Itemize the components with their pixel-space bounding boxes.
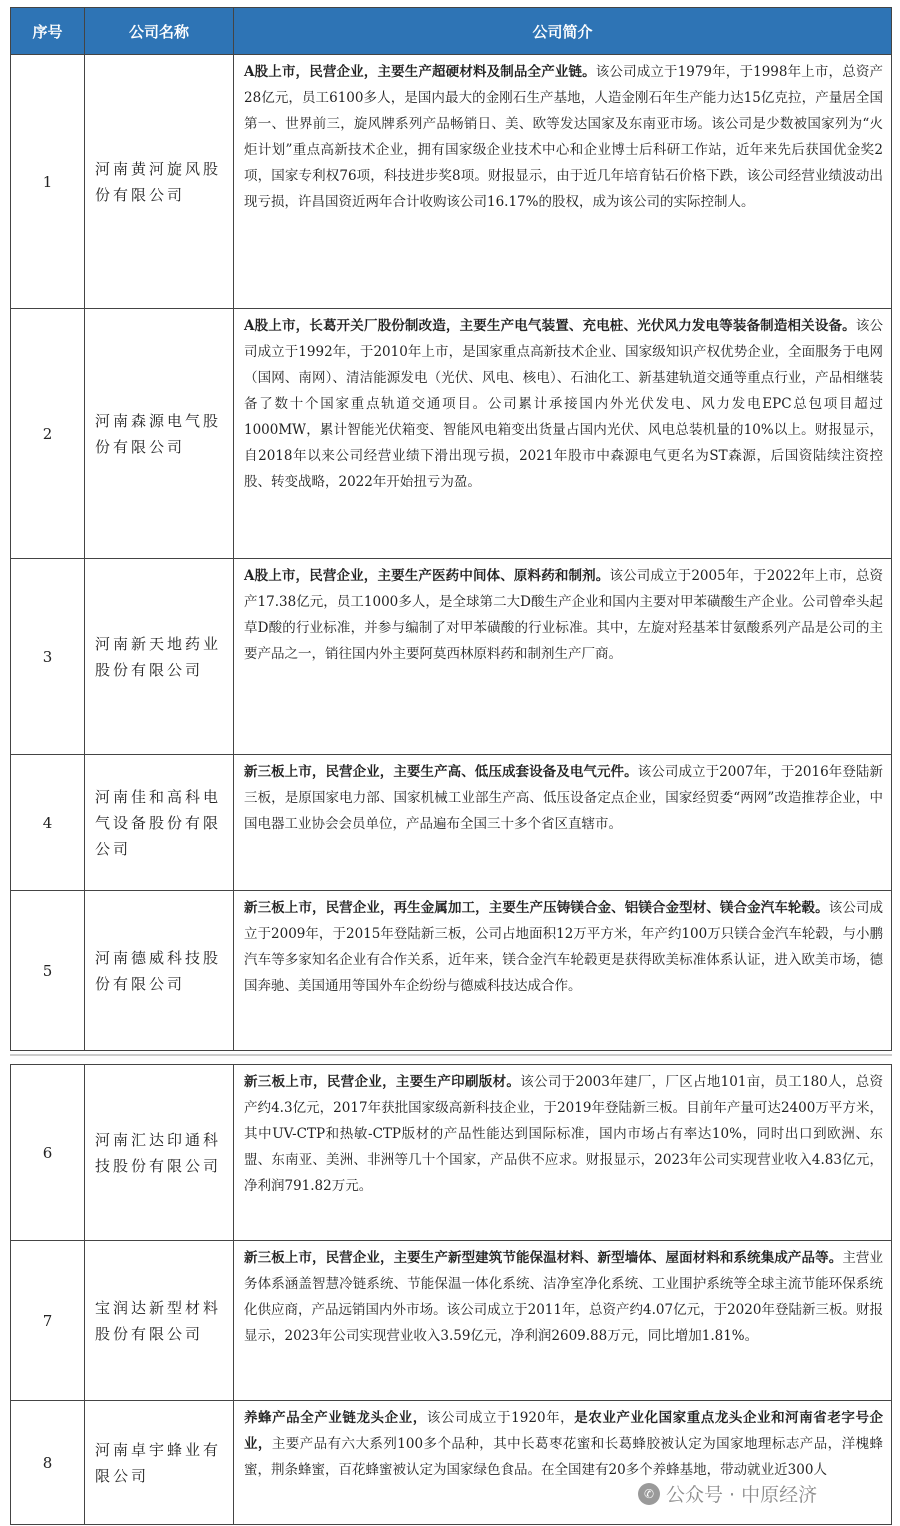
intro-highlight: A股上市，民营企业，主要生产医药中间体、原料药和制剂。 xyxy=(244,568,610,584)
intro-text: 该公司成立于2007年，于2016年登陆新三板，是原国家电力部、国家机械工业部生产高、低压设备定点企业，国家经贸委“两网”改造推荐企业，中国电器工业协会会员单位，产品遍布全国三十多个省区直辖市。 xyxy=(244,764,883,832)
intro-text-2: 主要产品有六大系列100多个品种，其中长葛枣花蜜和长葛蜂胶被认定为国家地理标志产品，洋槐蜂蜜，荆条蜂蜜，百花蜂蜜被认定为国家绿色食品。在全国建有20多个养蜂基地，带动就业近300人 xyxy=(244,1436,883,1478)
table-row xyxy=(11,755,892,891)
row-number: 1 xyxy=(11,55,85,309)
company-intro xyxy=(234,1241,892,1401)
header-company-name: 公司名称 xyxy=(85,8,234,55)
intro-highlight: 新三板上市，民营企业，主要生产印刷版材。 xyxy=(244,1074,521,1090)
company-intro xyxy=(234,1065,892,1241)
intro-text: 主营业务体系涵盖智慧冷链系统、节能保温一体化系统、洁净室净化系统、工业围护系统等全球主流节能环保系统化供应商，产品远销国内外市场。该公司成立于2011年，总资产约4.07亿元，于2020年登陆新三板。财报显示，2023年公司实现营业收入3.59亿元，净利润2609.88万元，同比增加1.81%。 xyxy=(244,1250,884,1344)
intro-highlight-2: 是农业产业化国家重点龙头企业和河南省老字号企业， xyxy=(244,1410,884,1452)
intro-highlight: A股上市，民营企业，主要生产超硬材料及制品全产业链。 xyxy=(244,64,596,80)
wechat-official-account-icon: ✆ xyxy=(638,1483,660,1505)
company-intro xyxy=(234,309,892,559)
page-break-divider xyxy=(10,1054,892,1056)
table-row xyxy=(11,891,892,1051)
company-name: 河南新天地药业股份有限公司 xyxy=(85,559,234,755)
intro-text: 该公司成立于2009年，于2015年登陆新三板，公司占地面积12万平方米，年产约100万只镁合金汽车轮毂，与小鹏汽车等多家知名企业有合作关系，近年来，镁合金汽车轮毂更是获得欧美标准体系认证，进入欧美市场，德国奔驰、美国通用等国外车企纷纷与德威科技达成合作。 xyxy=(244,900,884,994)
company-intro xyxy=(234,755,892,891)
row-number: 6 xyxy=(11,1065,85,1241)
company-intro xyxy=(234,559,892,755)
company-name: 河南黄河旋风股份有限公司 xyxy=(85,55,234,309)
table-row xyxy=(11,1065,892,1241)
company-intro xyxy=(234,55,892,309)
row-number: 4 xyxy=(11,755,85,891)
row-number: 3 xyxy=(11,559,85,755)
intro-highlight: 新三板上市，民营企业，主要生产高、低压成套设备及电气元件。 xyxy=(244,764,638,780)
intro-highlight: 养蜂产品全产业链龙头企业， xyxy=(244,1410,427,1426)
table-row xyxy=(11,309,892,559)
intro-text: 该公司成立于1920年， xyxy=(426,1410,575,1426)
row-number: 5 xyxy=(11,891,85,1051)
company-table-part-2 xyxy=(10,1064,892,1525)
company-name: 河南森源电气股份有限公司 xyxy=(85,309,234,559)
company-table-part-1 xyxy=(10,7,892,1051)
intro-highlight: 新三板上市，民营企业，主要生产新型建筑节能保温材料、新型墙体、屋面材料和系统集成产品等。 xyxy=(244,1250,843,1266)
intro-text: 该公司成立于1992年，于2010年上市，是国家重点高新技术企业、国家级知识产权优势企业，全面服务于电网（国网、南网）、清洁能源发电（光伏、风电、核电）、石油化工、新基建轨道交通等重点行业，产品相继装备了数十个国家重点轨道交通项目。公司累计承接国内外光伏发电、风力发电EPC总包项目超过1000MW，累计智能光伏箱变、智能风电箱变出货量占国内光伏、风电总装机量的10%以上。财报显示，自2018年以来公司经营业绩下滑出现亏损，2021年股市中森源电气更名为ST森源，后国资陆续注资控股、转变战略，2022年开始扭亏为盈。 xyxy=(244,318,883,490)
row-number: 7 xyxy=(11,1241,85,1401)
intro-highlight: 新三板上市，民营企业，再生金属加工，主要生产压铸镁合金、铝镁合金型材、镁合金汽车轮毂。 xyxy=(244,900,829,916)
row-number: 2 xyxy=(11,309,85,559)
header-seq: 序号 xyxy=(11,8,85,55)
company-name: 河南卓宇蜂业有限公司 xyxy=(85,1401,234,1525)
watermark-text: 公众号 · 中原经济 xyxy=(666,1484,818,1506)
row-number: 8 xyxy=(11,1401,85,1525)
header-company-intro: 公司简介 xyxy=(234,8,892,55)
company-name: 河南德威科技股份有限公司 xyxy=(85,891,234,1051)
company-name: 宝润达新型材料股份有限公司 xyxy=(85,1241,234,1401)
table-row xyxy=(11,55,892,309)
intro-text: 该公司于2003年建厂，厂区占地101亩，员工180人，总资产约4.3亿元，2017年获批国家级高新科技企业，于2019年登陆新三板。目前年产量可达2400万平方米，其中UV-CTP和热敏-CTP版材的产品性能达到国际标准，国内市场占有率达10%，同时出口到欧洲、东盟、东南亚、美洲、非洲等几十个国家，产品供不应求。财报显示，2023年公司实现营业收入4.83亿元，净利润791.82万元。 xyxy=(244,1074,884,1194)
company-name: 河南佳和高科电气设备股份有限公司 xyxy=(85,755,234,891)
company-name: 河南汇达印通科技股份有限公司 xyxy=(85,1065,234,1241)
company-intro xyxy=(234,891,892,1051)
table-row xyxy=(11,1241,892,1401)
intro-highlight: A股上市，长葛开关厂股份制改造，主要生产电气装置、充电桩、光伏风力发电等装备制造相关设备。 xyxy=(244,318,856,334)
watermark xyxy=(638,1480,817,1507)
intro-text: 该公司成立于1979年，于1998年上市，总资产28亿元，员工6100多人，是国内最大的金刚石生产基地，人造金刚石年生产能力达15亿克拉，产量居全国第一、世界前三，旋风牌系列产品畅销日、美、欧等发达国家及东南亚市场。该公司是少数被国家列为“火炬计划”重点高新技术企业，拥有国家级企业技术中心和企业博士后科研工作站，近年来先后获国优金奖2项，国家专利权76项，科技进步奖8项。财报显示，由于近几年培育钻石价格下跌，该公司经营业绩波动出现亏损，许昌国资近两年合计收购该公司16.17%的股权，成为该公司的实际控制人。 xyxy=(244,64,883,210)
intro-text: 该公司成立于2005年，于2022年上市，总资产17.38亿元，员工1000多人，是全球第二大D酸生产企业和国内主要对甲苯磺酸生产企业。公司曾牵头起草D酸的行业标准，并参与编制了对甲苯磺酸的行业标准。其中，左旋对羟基苯甘氨酸系列产品是公司的主要产品之一，销往国内外主要阿莫西林原料药和制剂生产厂商。 xyxy=(244,568,883,662)
table-row xyxy=(11,559,892,755)
table-header-row xyxy=(11,8,892,55)
